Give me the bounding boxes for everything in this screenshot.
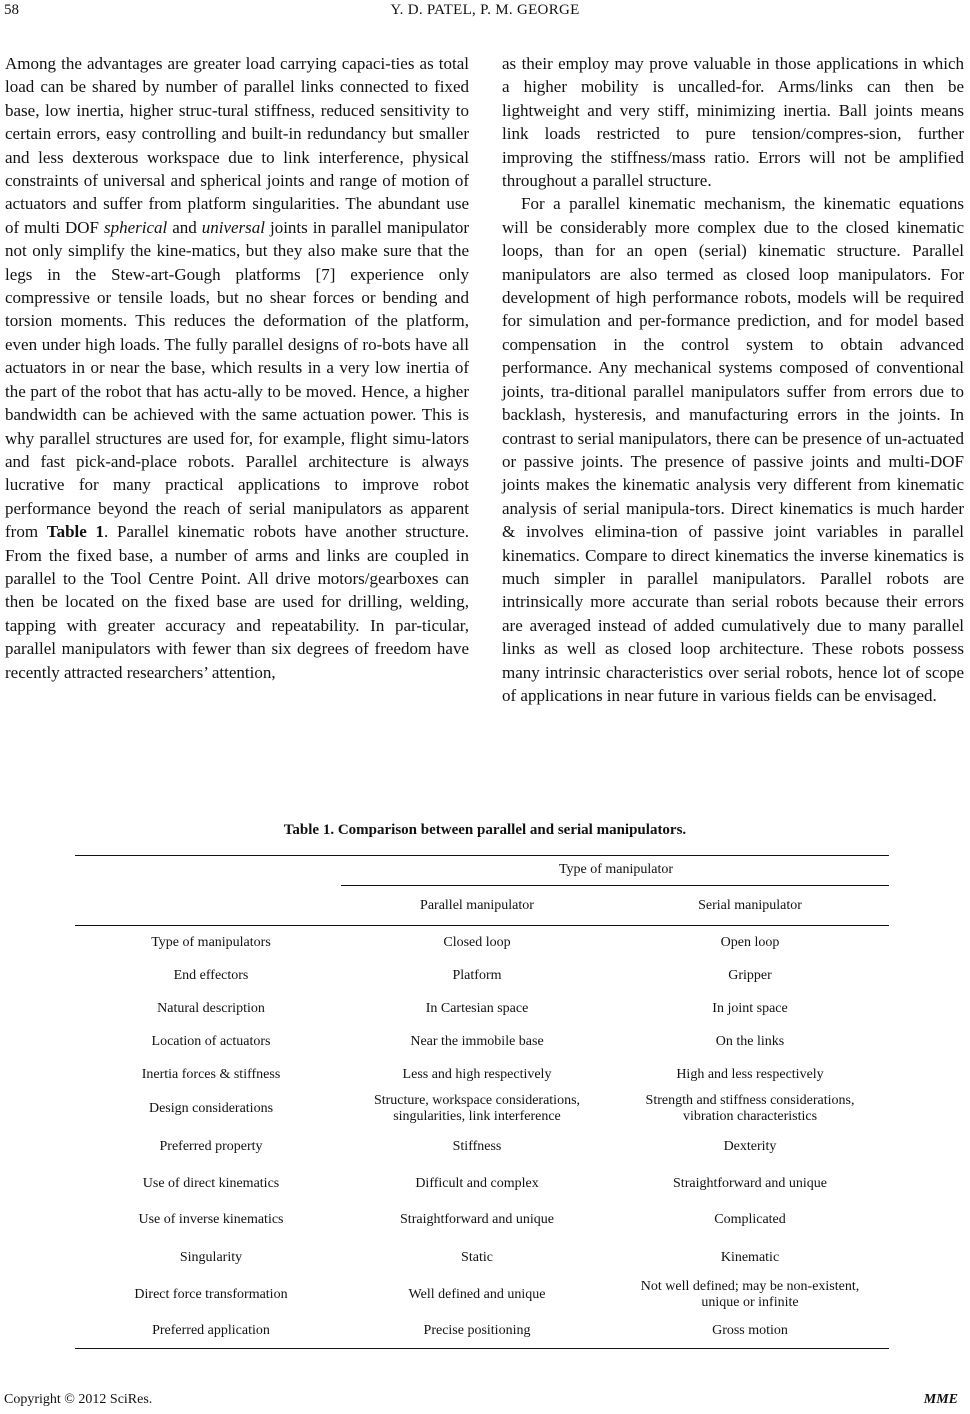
header-bottom-rule [75, 925, 889, 926]
table-bottom-rule [75, 1348, 889, 1349]
table-cell: Near the immobile base [410, 1034, 544, 1049]
group-header-rule [341, 885, 889, 886]
table-cell: Not well defined; may be non-existent, unique or infinite [640, 1279, 860, 1310]
table-cell: Platform [452, 968, 502, 983]
table-cell: Well defined and unique [408, 1287, 546, 1302]
text-run: joints in parallel manipulator not only simplify the kine-matics, but they also make sure that the legs in the Stew-art-Gough platforms [7] experience only compressive or tensile loads, but no shear forces or bending and torsion moments. This reduces the deformation of the platform, even under high loads. The fully parallel designs of ro-bots have all actuators in or near the base, which results in a very low inertia of the part of the robot that has actu-ally to be moved. Hence, a higher bandwidth can be achieved with the same actuation power. This is why parallel structures are used for, for example, flight simu-lators and fast pick-and-place robots. Parallel architecture is always lucrative for many practical applications to improve robot performance beyond the reach of serial manipulators as apparent from [5, 217, 470, 542]
table-cell: Precise positioning [423, 1323, 531, 1338]
table-cell: Less and high respectively [402, 1067, 552, 1082]
row-label: Preferred application [152, 1323, 270, 1338]
row-label: Use of direct kinematics [142, 1176, 280, 1191]
row-label: Preferred property [159, 1139, 263, 1154]
table-cell: Open loop [720, 935, 780, 950]
table-cell: Static [461, 1250, 493, 1265]
row-label: Natural description [157, 1001, 265, 1016]
table-top-rule [75, 855, 889, 856]
table-cell: On the links [715, 1034, 785, 1049]
table-reference: Table 1 [46, 522, 105, 542]
text-run: . Parallel kinematic robots have another structure. From the fixed base, a number of arms and links are coupled in parallel to the Tool Centre Point. All drive motors/gearboxes can then be located on the fixed base are used for drilling, welding, tapping with greater accuracy and repeatability. In par-ticular, parallel manipulators with fewer than six degrees of freedom have recently attracted researchers’ attention, [5, 522, 469, 682]
footer-copyright: Copyright © 2012 SciRes. [4, 1392, 153, 1407]
row-label: Use of inverse kinematics [138, 1212, 284, 1227]
paragraph: For a parallel kinematic mechanism, the kinematic equations will be considerably more complex due to the closed kinematic loops, than for an open (serial) kinematic structure. Parallel manipulators are also termed as closed loop manipulators. For development of high performance robots, models will be required for simulation and per-formance prediction, and for model based compensation in the control system to obtain advanced performance. Any mechanical systems composed of conventional joints, tra-ditional parallel manipulators suffer from errors due to backlash, hysteresis, and manufacturing errors in the joints. In contrast to serial manipulators, there can be presence of un-actuated or passive joints. The presence of passive joints and multi-DOF joints makes the kinematic analysis very different from kinematic analysis of serial manipula-tors. Direct kinematics is much harder & involves elimina-tion of passive joint variables in parallel kinematics. Compare to direct kinematics the inverse kinematics is much simpler in parallel manipulators. Parallel robots are intrinsically more accurate than serial robots because their errors are averaged instead of added cumulatively due to many parallel links as well as closed loop architecture. These robots possess many intrinsic characteristics over serial robots, hence lot of scope of applications in near future in various fields can be envisaged. [502, 194, 964, 705]
paragraph [5, 52, 469, 684]
text-run: Among the advantages are greater load carrying capaci-ties as total load can be shared by number of parallel links connected to fixed base, low inertia, higher struc-tural stiffness, reduced sensitivity to certain errors, easy controlling and built-in redundancy but smaller and less dexterous workspace due to link interference, physical constraints of universal and spherical joints and range of motion of actuators and suffer from platform singularities. The abundant use of multi DOF [5, 54, 469, 237]
col-header-parallel: Parallel manipulator [420, 898, 534, 913]
row-label: Singularity [179, 1250, 243, 1265]
table-cell: Straightforward and unique [673, 1176, 827, 1191]
paragraph: as their employ may prove valuable in those applications in which a higher mobility is uncalled-for. Arms/links can then be lightweight and very stiff, minimizing inertia. Ball joints means link loads restricted to pure tension/compres-sion, further improving the stiffness/mass ratio. Errors will not be amplified throughout a parallel structure. [502, 54, 964, 191]
table-cell: In Cartesian space [425, 1001, 529, 1016]
table-cell: In joint space [712, 1001, 788, 1016]
emphasis-universal: universal [201, 217, 266, 237]
table-cell: Straightforward and unique [400, 1212, 554, 1227]
group-header: Type of manipulator [558, 862, 674, 877]
table-cell: Gross motion [712, 1323, 788, 1338]
table-cell: Closed loop [443, 935, 511, 950]
table-cell: Kinematic [720, 1250, 780, 1265]
emphasis-spherical: spherical [103, 217, 168, 237]
table-cell: Dexterity [723, 1139, 777, 1154]
table-caption: Table 1. Comparison between parallel and serial manipulators. [283, 822, 687, 838]
page-number: 58 [4, 2, 19, 18]
footer-journal: MME [923, 1392, 958, 1407]
table-cell: High and less respectively [676, 1067, 824, 1082]
row-label: Design considerations [148, 1101, 274, 1116]
right-column [502, 52, 964, 707]
running-head: Y. D. PATEL, P. M. GEORGE [390, 2, 580, 18]
row-label: Inertia forces & stiffness [141, 1067, 281, 1082]
table-cell: Strength and stiffness considerations, vibration characteristics [645, 1093, 855, 1124]
table-cell: Stiffness [452, 1139, 502, 1154]
left-column [5, 52, 469, 684]
col-header-serial: Serial manipulator [698, 898, 802, 913]
text-run: and [167, 217, 202, 237]
row-label: Direct force transformation [134, 1287, 288, 1302]
table-cell: Gripper [728, 968, 772, 983]
row-label: Location of actuators [151, 1034, 271, 1049]
table-cell: Difficult and complex [415, 1176, 539, 1191]
row-label: Type of manipulators [151, 935, 271, 950]
row-label: End effectors [173, 968, 249, 983]
table-cell: Structure, workspace considerations, singularities, link interference [373, 1093, 581, 1124]
table-cell: Complicated [714, 1212, 786, 1227]
